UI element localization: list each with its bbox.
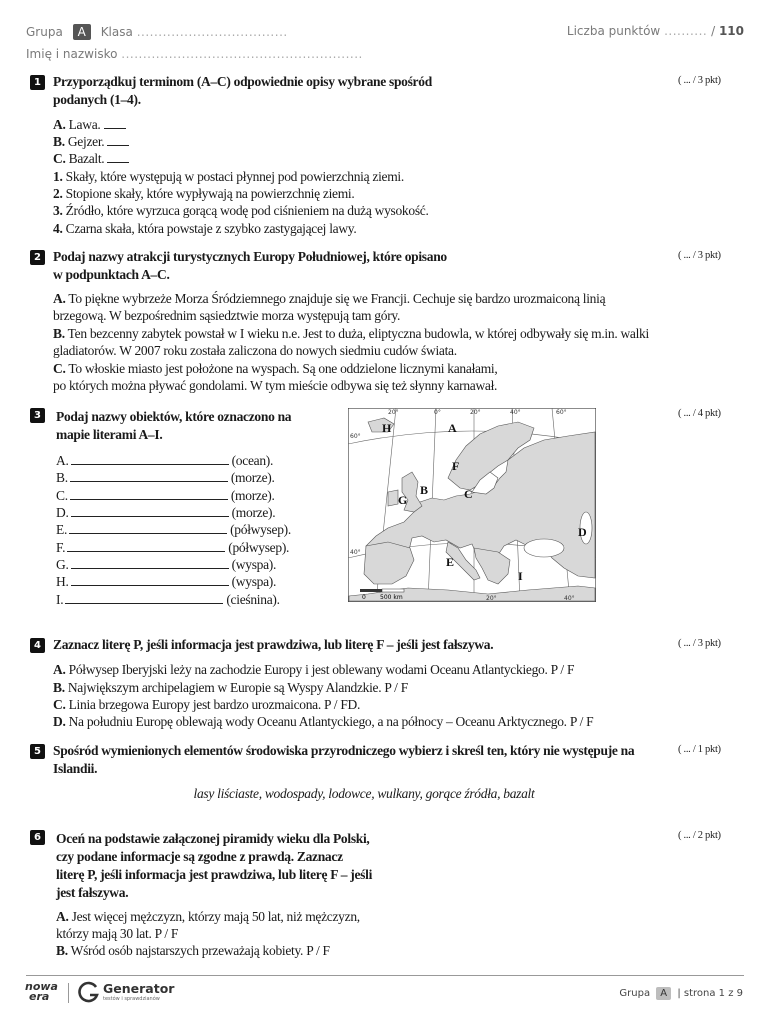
points-total: 110 <box>718 24 744 38</box>
q6-item-a: A. Jest więcej mężczyzn, którzy mają 50 lat, niż mężczyzn, <box>56 909 360 924</box>
name-label: Imię i nazwisko <box>26 47 118 61</box>
answer-line[interactable] <box>71 516 229 517</box>
points-label: Liczba punktów <box>566 24 661 38</box>
footer-group-badge: A <box>656 987 671 1000</box>
answer-line[interactable] <box>67 551 225 552</box>
logo-line: nowa <box>25 980 58 993</box>
question-3-points: ( ... / 4 pkt) <box>678 408 721 419</box>
question-1-points: ( ... / 3 pkt) <box>678 75 721 86</box>
europe-map <box>348 408 596 602</box>
map-lat-label: 60° <box>350 433 361 440</box>
question-1-title-line: podanych (1–4). <box>53 92 141 107</box>
class-dots[interactable]: ................................... <box>136 25 288 39</box>
generator-subtitle: testów i sprawdzianów <box>103 996 160 1002</box>
footer-divider <box>26 975 744 976</box>
question-3-title-line: mapie literami A–I. <box>56 427 163 442</box>
question-6-title-line: czy podane informacje są zgodne z prawdą. Zaznacz <box>56 849 343 864</box>
map-lon-label: 40° <box>510 409 521 416</box>
q5-options[interactable]: lasy liściaste, wodospady, lodowce, wulkany, gorące źródła, bazalt <box>193 786 535 801</box>
question-1-title-line: Przyporządkuj terminom (A–C) odpowiednie opisy wybrane spośród <box>53 74 432 89</box>
q3-item-c: C. (morze). <box>56 488 275 503</box>
q6-item-b: B. Wśród osób najstarszych przeważają kobiety. P / F <box>56 943 330 958</box>
q3-item-d: D. (morze). <box>56 505 276 520</box>
question-6-number: 6 <box>30 830 45 845</box>
scale-zero: 0 <box>362 594 366 601</box>
map-label-g: G <box>398 493 408 507</box>
q4-item-d: D. Na południu Europę oblewają wody Oceanu Atlantyckiego, a na północy – Oceanu Arktycznego. P / F <box>53 714 594 729</box>
group-label: Grupa <box>26 25 63 39</box>
q1-term-c: C. Bazalt. <box>53 150 129 168</box>
question-5-title-line: Islandii. <box>53 761 98 776</box>
q3-item-h: H. (wyspa). <box>56 574 277 589</box>
map-lon-label: 0° <box>434 409 441 416</box>
q1-option-1: 1. Skały, które występują w postaci płynnej pod powierzchnią ziemi. <box>53 169 404 184</box>
map-label-c: C <box>464 487 473 501</box>
q3-item-g: G. (wyspa). <box>56 557 277 572</box>
q2-item-a: A. To piękne wybrzeże Morza Śródziemnego znajduje się we Francji. Cechuje się bardzo urozmaiconą linią <box>53 291 606 306</box>
answer-blank[interactable] <box>107 133 129 146</box>
q2-item-b: B. Ten bezcenny zabytek powstał w I wieku n.e. Jest to duża, eliptyczna budowla, w której odbywały się m.in. walki <box>53 326 649 341</box>
q2-item-c-cont: po których można pływać gondolami. W tym mieście odbywa się też słynny karnawał. <box>53 378 498 393</box>
map-label-a: A <box>448 421 457 435</box>
q3-item-a: A. (ocean). <box>56 453 274 468</box>
question-3-title <box>56 408 291 444</box>
q1-term-b: B. Gejzer. <box>53 133 129 151</box>
question-2-title-line: Podaj nazwy atrakcji turystycznych Europy Południowej, które opisano <box>53 249 447 264</box>
q1-option-4: 4. Czarna skała, która powstaje z szybko zastygającej lawy. <box>53 221 357 236</box>
question-4-number: 4 <box>30 638 45 653</box>
question-4-title: Zaznacz literę P, jeśli informacja jest prawdziwa, lub literę F – jeśli jest fałszywa. <box>53 637 494 652</box>
answer-line[interactable] <box>69 533 227 534</box>
map-label-i: I <box>518 569 523 583</box>
points-dots[interactable]: .......... <box>664 24 708 38</box>
q1-option-2: 2. Stopione skały, które wypływają na powierzchnię ziemi. <box>53 186 355 201</box>
page-indicator <box>619 987 743 1000</box>
map-label-h: H <box>382 421 392 435</box>
question-3-number: 3 <box>30 408 45 423</box>
question-2-number: 2 <box>30 250 45 265</box>
map-lon-label: 20° <box>388 409 399 416</box>
q2-item-a-cont: brzegową. W bezpośrednim sąsiedztwie morza występują tam góry. <box>53 308 401 323</box>
answer-line[interactable] <box>65 603 223 604</box>
question-2-points: ( ... / 3 pkt) <box>678 250 721 261</box>
header-row <box>26 24 288 40</box>
map-label-d: D <box>578 525 587 539</box>
question-6-title <box>56 830 372 902</box>
name-dots[interactable]: ........................................................ <box>121 47 363 61</box>
answer-line[interactable] <box>70 481 228 482</box>
class-label: Klasa <box>100 25 133 39</box>
question-2-title <box>53 248 447 284</box>
q3-item-e: E. (półwysep). <box>56 522 291 537</box>
map-lat-label: 40° <box>350 549 361 556</box>
question-5-title <box>53 742 634 778</box>
question-6-title-line: literę P, jeśli informacja jest prawdziwa, lub literę F – jeśli <box>56 867 373 882</box>
land-ireland <box>388 490 398 506</box>
answer-blank[interactable] <box>107 150 129 163</box>
q4-item-b: B. Największym archipelagiem w Europie są Wyspy Alandzkie. P / F <box>53 680 408 695</box>
logo-line: era <box>29 990 50 1003</box>
answer-line[interactable] <box>71 568 229 569</box>
map-label-b: B <box>420 483 429 497</box>
points-header <box>567 24 744 38</box>
question-6-title-line: jest fałszywa. <box>56 885 129 900</box>
map-label-f: F <box>452 459 460 473</box>
question-3-title-line: Podaj nazwy obiektów, które oznaczono na <box>56 409 292 424</box>
map-bottom-label: 20° <box>486 595 497 602</box>
map-lon-label: 60° <box>556 409 567 416</box>
q4-item-c: C. Linia brzegowa Europy jest bardzo urozmaicona. P / FD. <box>53 697 361 712</box>
answer-line[interactable] <box>71 585 229 586</box>
q2-item-b-cont: gladiatorów. W 2007 roku została zaliczona do nowych siedmiu cudów świata. <box>53 343 457 358</box>
scale-text: 500 km <box>380 594 403 601</box>
q3-item-f: F. (półwysep). <box>56 540 290 555</box>
question-1-title <box>53 73 432 109</box>
points-sep: / <box>711 24 716 38</box>
answer-blank[interactable] <box>104 116 126 129</box>
generator-brand: Generator <box>103 981 175 996</box>
q3-item-i: I. (cieśnina). <box>56 592 280 607</box>
group-badge: A <box>73 24 91 40</box>
question-5-title-line: Spośród wymienionych elementów środowiska przyrodniczego wybierz i skreśl ten, który nie występuje na <box>53 743 635 758</box>
generator-logo-icon <box>78 981 100 1003</box>
question-6-title-line: Oceń na podstawie załączonej piramidy wieku dla Polski, <box>56 831 370 846</box>
name-row <box>26 47 363 61</box>
q6-item-a-cont: którzy mają 30 lat. P / F <box>56 926 179 941</box>
map-label-e: E <box>446 555 455 569</box>
question-1-number: 1 <box>30 75 45 90</box>
map-lon-label: 20° <box>470 409 481 416</box>
question-5-points: ( ... / 1 pkt) <box>678 744 721 755</box>
q1-option-3: 3. Źródło, które wyrzuca gorącą wodę pod ciśnieniem na dużą wysokość. <box>53 203 429 218</box>
footer-group-label: Grupa <box>619 988 651 999</box>
question-4-points: ( ... / 3 pkt) <box>678 638 721 649</box>
question-2-title-line: w podpunktach A–C. <box>53 267 170 282</box>
answer-line[interactable] <box>71 464 229 465</box>
question-5-number: 5 <box>30 744 45 759</box>
q3-item-b: B. (morze). <box>56 470 275 485</box>
q2-item-c: C. To włoskie miasto jest położone na wyspach. Są one oddzielone licznymi kanałami, <box>53 361 498 376</box>
q1-term-a: A. Lawa. <box>53 116 126 134</box>
water-black-sea <box>524 539 564 557</box>
nowa-era-logo <box>25 982 58 1002</box>
answer-line[interactable] <box>70 499 228 500</box>
question-6-points: ( ... / 2 pkt) <box>678 830 721 841</box>
q4-item-a: A. Półwysep Iberyjski leży na zachodzie Europy i jest oblewany wodami Oceanu Atlantyckiego. P / F <box>53 662 575 677</box>
logo-separator <box>68 983 69 1003</box>
map-bottom-label: 40° <box>564 595 575 602</box>
footer-page-text: | strona 1 z 9 <box>677 988 743 999</box>
